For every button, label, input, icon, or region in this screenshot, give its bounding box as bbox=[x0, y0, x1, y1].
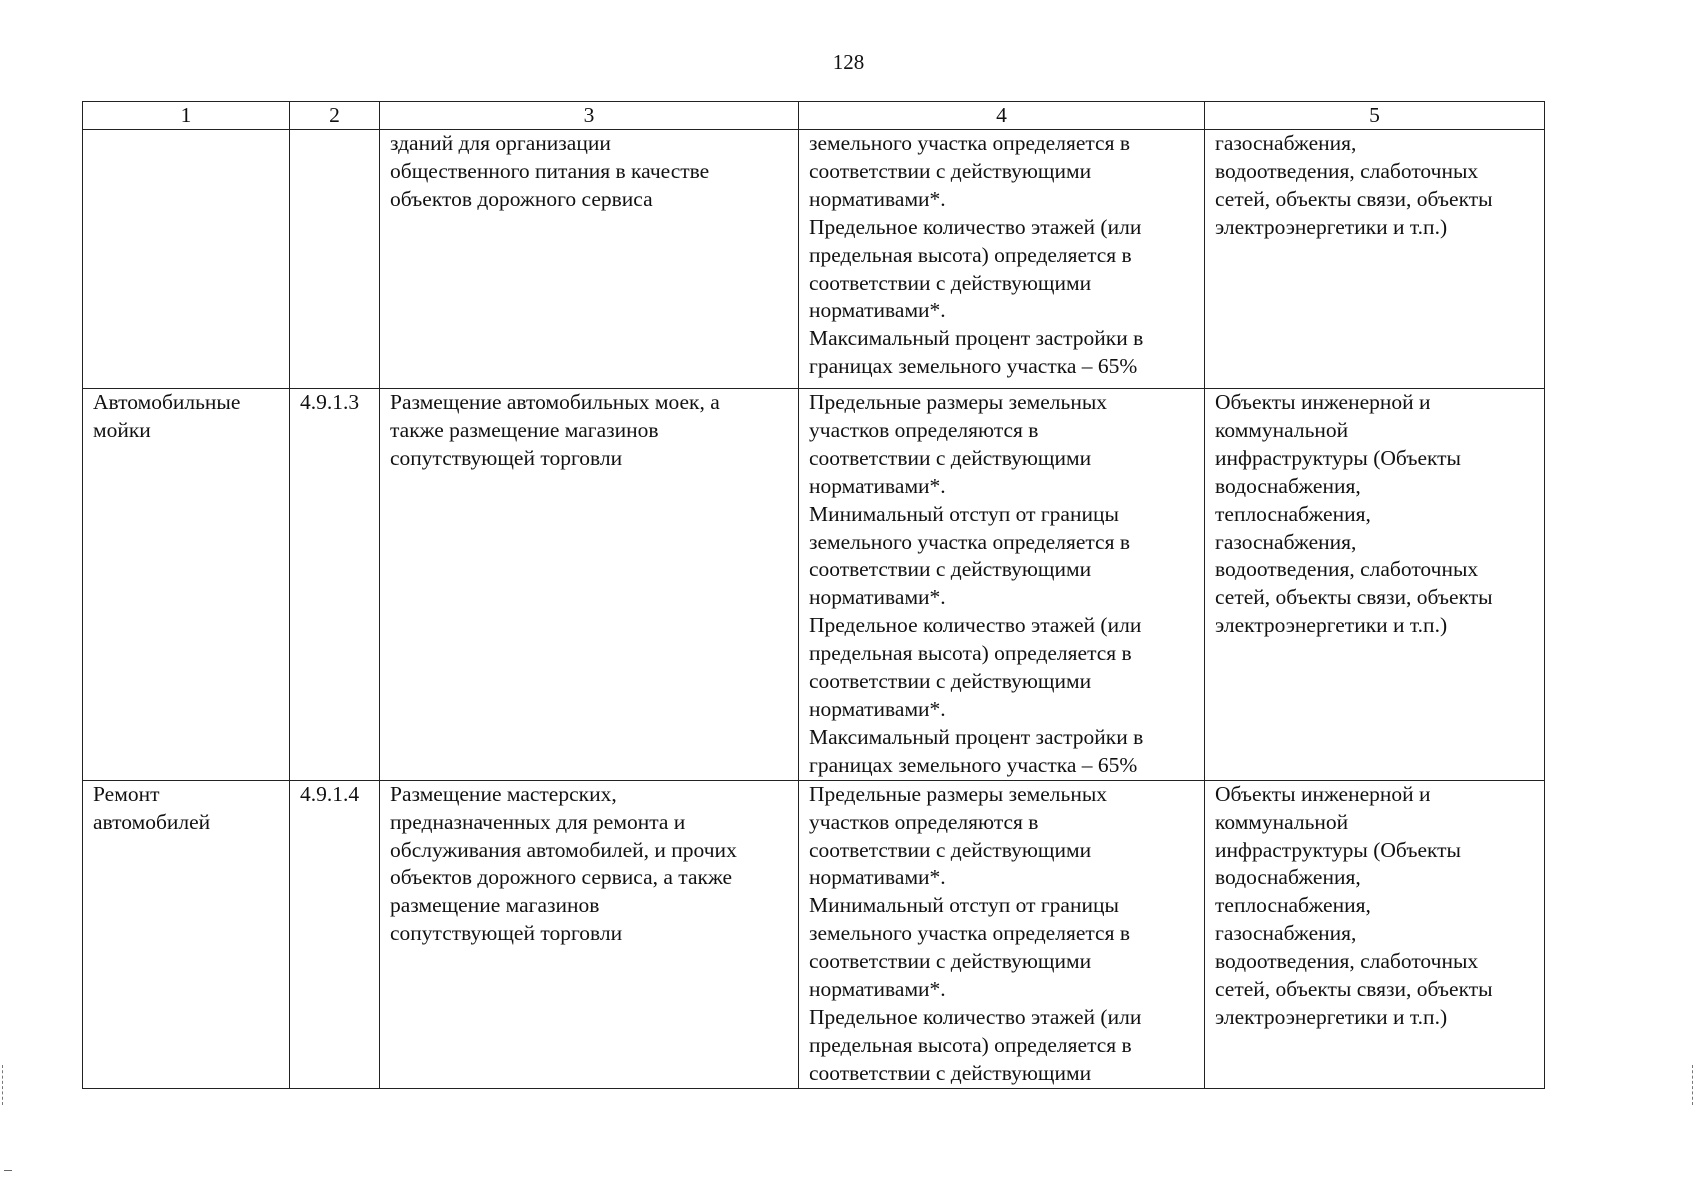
header-cell-3: 3 bbox=[380, 102, 799, 130]
header-cell-2: 2 bbox=[290, 102, 380, 130]
use-type-name-cell: Автомобильные мойки bbox=[83, 389, 290, 781]
auxiliary-uses-cell: Объекты инженерной и коммунальной инфраструктуры (Объекты водоснабжения, теплоснабжения, газоснабжения, водоотведения, слаботочных сетей, объекты связи, объекты электроэнергетики и т.п.) bbox=[1205, 389, 1545, 781]
table-row bbox=[83, 780, 1545, 1088]
land-use-table bbox=[82, 101, 1545, 1089]
parameters-cell: Предельные размеры земельных участков определяются в соответствии с действующими нормативами*. Минимальный отступ от границы земельного участка определяется в соответствии с действующими нормативами*. Предельное количество этажей (или предельная высота) определяется в соответствии с действующими bbox=[799, 780, 1205, 1088]
table-header-row bbox=[83, 102, 1545, 130]
use-type-name-cell: Ремонт автомобилей bbox=[83, 780, 290, 1088]
use-description-cell: Размещение автомобильных моек, а также размещение магазинов сопутствующей торговли bbox=[380, 389, 799, 781]
table-row bbox=[83, 130, 1545, 389]
scan-edge-mark-left bbox=[2, 1065, 6, 1105]
use-type-code-cell bbox=[290, 130, 380, 389]
scan-edge-mark-right bbox=[1692, 1065, 1696, 1105]
use-type-code-cell: 4.9.1.3 bbox=[290, 389, 380, 781]
auxiliary-uses-cell: газоснабжения, водоотведения, слаботочных сетей, объекты связи, объекты электроэнергетики и т.п.) bbox=[1205, 130, 1545, 389]
page-number: 128 bbox=[832, 50, 865, 74]
use-description-cell: Размещение мастерских, предназначенных для ремонта и обслуживания автомобилей, и прочих объектов дорожного сервиса, а также размещение магазинов сопутствующей торговли bbox=[380, 780, 799, 1088]
use-description-cell: зданий для организации общественного питания в качестве объектов дорожного сервиса bbox=[380, 130, 799, 389]
header-cell-5: 5 bbox=[1205, 102, 1545, 130]
use-type-code-cell: 4.9.1.4 bbox=[290, 780, 380, 1088]
table-row bbox=[83, 389, 1545, 781]
header-cell-4: 4 bbox=[799, 102, 1205, 130]
parameters-cell: земельного участка определяется в соответствии с действующими нормативами*. Предельное количество этажей (или предельная высота) определяется в соответствии с действующими нормативами*. Максимальный процент застройки в границах земельного участка – 65% bbox=[799, 130, 1205, 389]
auxiliary-uses-cell: Объекты инженерной и коммунальной инфраструктуры (Объекты водоснабжения, теплоснабжения, газоснабжения, водоотведения, слаботочных сетей, объекты связи, объекты электроэнергетики и т.п.) bbox=[1205, 780, 1545, 1088]
scan-corner-tick bbox=[4, 1170, 12, 1171]
header-cell-1: 1 bbox=[83, 102, 290, 130]
parameters-cell: Предельные размеры земельных участков определяются в соответствии с действующими нормативами*. Минимальный отступ от границы земельного участка определяется в соответствии с действующими нормативами*. Предельное количество этажей (или предельная высота) определяется в соответствии с действующими нормативами*. Максимальный процент застройки в границах земельного участка – 65% bbox=[799, 389, 1205, 781]
use-type-name-cell bbox=[83, 130, 290, 389]
